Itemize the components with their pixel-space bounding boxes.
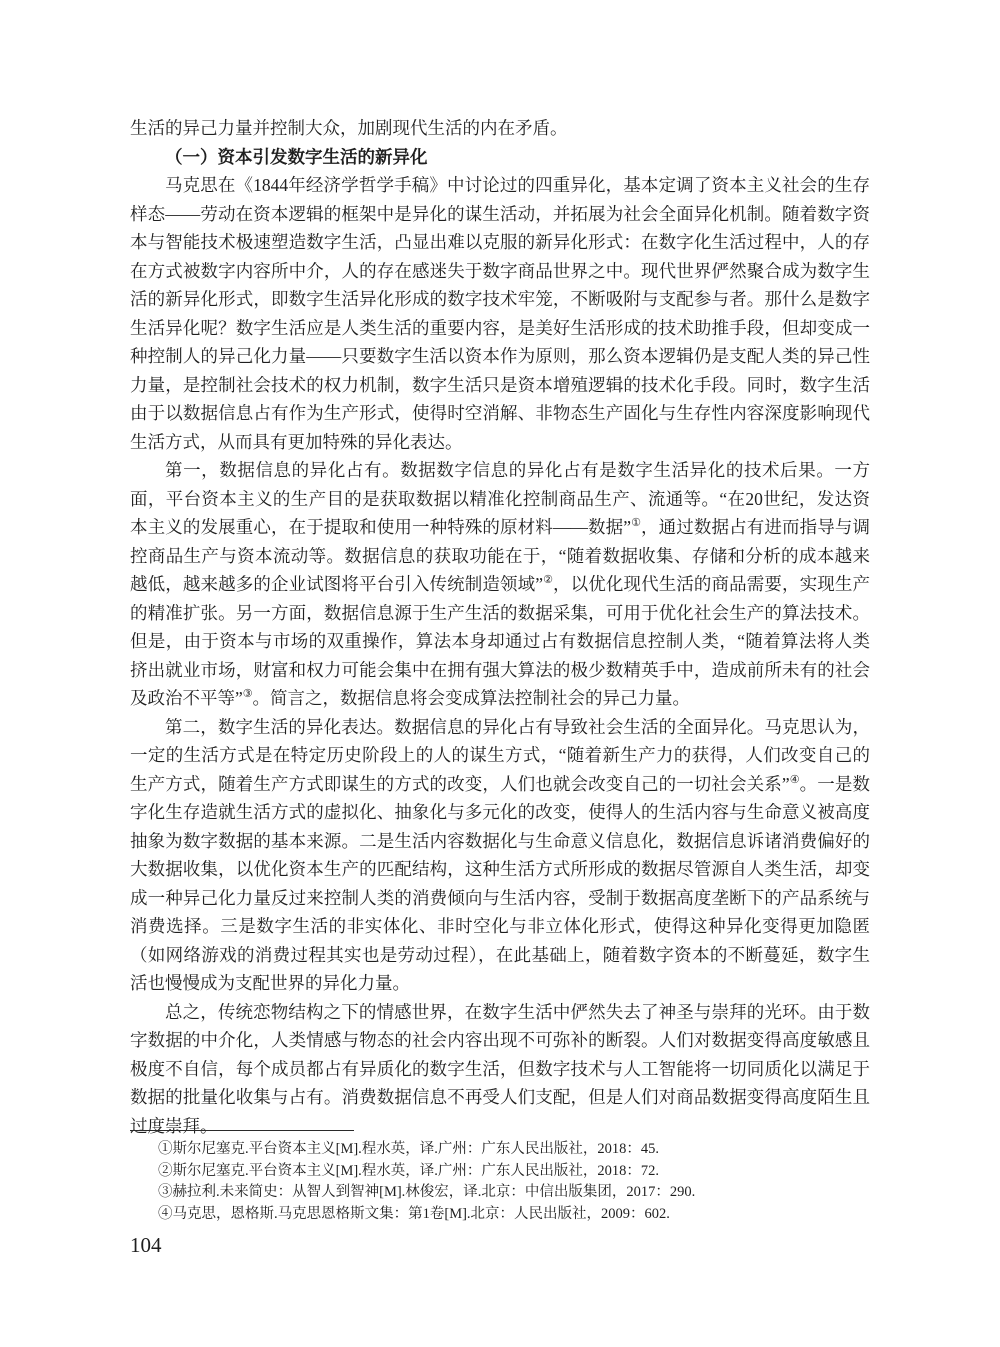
footnote-item: ①斯尔尼塞克.平台资本主义[M].程水英，译.广州：广东人民出版社，2018：45.	[158, 1141, 660, 1157]
body-paragraph: 马克思在《1844年经济学哲学手稿》中讨论过的四重异化，基本定调了资本主义社会的生存样态——劳动在资本逻辑的框架中是异化的谋生活动，并拓展为社会全面异化机制。随着数字资本与智能技术极速塑造数字生活，凸显出难以克服的新异化形式：在数字化生活过程中，人的存在方式被数字内容所中介，人的存在感迷失于数字商品世界之中。现代世界俨然聚合成为数字生活的新异化形式，即数字生活异化形成的数字技术牢笼，不断吸附与支配参与者。那什么是数字生活异化呢？数字生活应是人类生活的重要内容，是美好生活形成的技术助推手段，但却变成一种控制人的异己化力量——只要数字生活以资本作为原则，那么资本逻辑仍是支配人类的异己性力量，是控制社会技术的权力机制，数字生活只是资本增殖逻辑的技术化手段。同时，数字生活由于以数据信息占有作为生产形式，使得时空消解、非物态生产固化与生存性内容深度影响现代生活方式，从而具有更加特殊的异化表达。	[130, 175, 870, 452]
body-paragraph: 总之，传统恋物结构之下的情感世界，在数字生活中俨然失去了神圣与崇拜的光环。由于数字数据的中介化，人类情感与物态的社会内容出现不可弥补的断裂。人们对数据变得高度敏感且极度不自信，每个成员都占有异质化的数字生活，但数字技术与人工智能将一切同质化以满足于数据的批量化收集与占有。消费数据信息不再受人们支配，但是人们对商品数据变得高度陌生且过度崇拜。	[130, 1001, 870, 1136]
footnote-item: ②斯尔尼塞克.平台资本主义[M].程水英，译.广州：广东人民出版社，2018：72.	[158, 1162, 660, 1179]
body-paragraph: 第一，数据信息的异化占有。数据数字信息的异化占有是数字生活异化的技术后果。一方面，平台资本主义的生产目的是获取数据以精准化控制商品生产、流通等。“在20世纪，发达资本主义的发展重心，在于提取和使用一种特殊的原材料——数据”①，通过数据占有进而指导与调控商品生产与资本流动等。数据信息的获取功能在于，“随着数据收集、存储和分析的成本越来越低，越来越多的企业试图将平台引入传统制造领域”②，以优化现代生活的商品需要，实现生产的精准扩张。另一方面，数据信息源于生产生活的数据采集，可用于优化社会生产的算法技术。但是，由于资本与市场的双重操作，算法本身却通过占有数据信息控制人类，“随着算法将人类挤出就业市场，财富和权力可能会集中在拥有强大算法的极少数精英手中，造成前所未有的社会及政治不平等”③。简言之，数据信息将会变成算法控制社会的异己力量。	[130, 460, 871, 708]
body-paragraph: 第二，数字生活的异化表达。数据信息的异化占有导致社会生活的全面异化。马克思认为，一定的生活方式是在特定历史阶段上的人的谋生方式，“随着新生产力的获得，人们改变自己的生产方式，随着生产方式即谋生的方式的改变，人们也就会改变自己的一切社会关系”④。一是数字化生存造就生活方式的虚拟化、抽象化与多元化的改变，使得人的生活内容与生命意义被高度抽象为数字数据的基本来源。二是生活内容数据化与生命意义信息化，数据信息诉诸消费偏好的大数据收集，以优化资本生产的匹配结构，这种生活方式所形成的数据尽管源自人类生活，却变成一种异己化力量反过来控制人类的消费倾向与生活内容，受制于数据高度垄断下的产品系统与消费选择。三是数字生活的非实体化、非时空化与非立体化形式，使得这种异化变得更加隐匿（如网络游戏的消费过程其实也是劳动过程），在此基础上，随着数字资本的不断蔓延，数字生活也慢慢成为支配世界的异化力量。	[130, 716, 870, 993]
article-body	[130, 114, 870, 1140]
footnote-item: ④马克思，恩格斯.马克思恩格斯文集：第1卷[M].北京：人民出版社，2009：602.	[158, 1205, 670, 1222]
footnote-item: ③赫拉利.未来简史：从智人到智神[M].林俊宏，译.北京：中信出版集团，2017：290.	[158, 1184, 696, 1200]
section-heading: （一）资本引发数字生活的新异化	[165, 146, 428, 167]
footnote-separator	[130, 1130, 354, 1131]
footnotes-section	[130, 1130, 870, 1225]
page-number: 104	[130, 1233, 162, 1257]
continuation-paragraph: 生活的异己力量并控制大众，加剧现代生活的内在矛盾。	[130, 118, 568, 138]
